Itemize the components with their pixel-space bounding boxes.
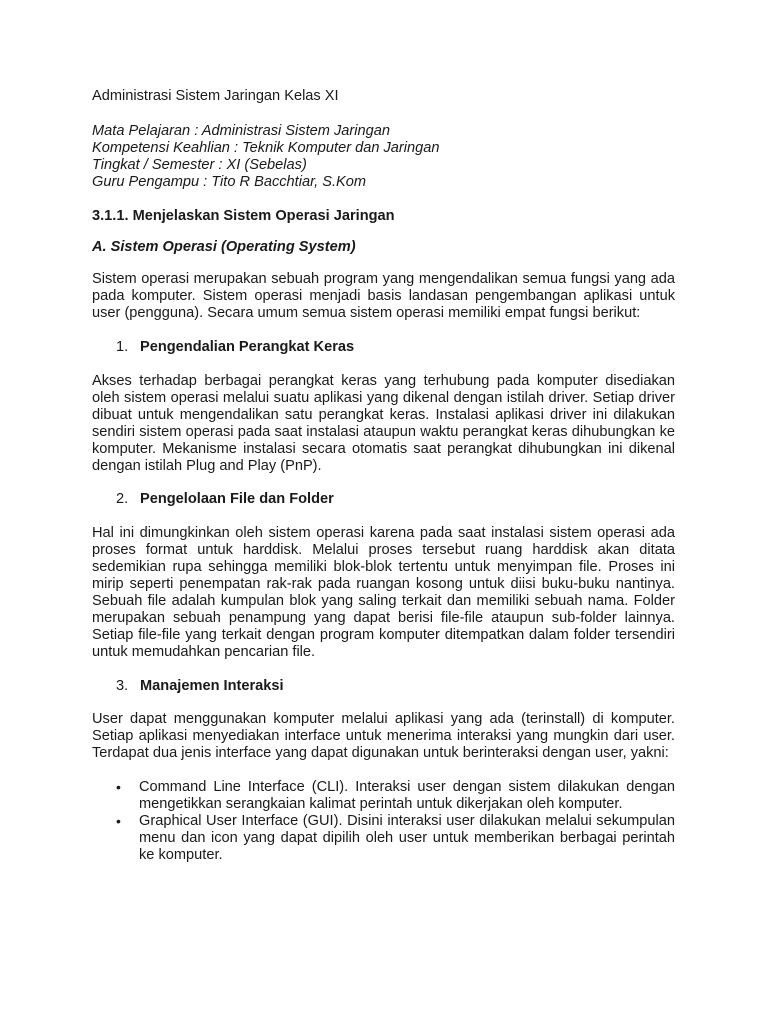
bullet-text: Command Line Interface (CLI). Interaksi user dengan sistem dilakukan dengan mengetikkan serangkaian kalimat perintah untuk dikerjakan oleh komputer.	[139, 779, 675, 813]
item-number: 3.	[116, 677, 129, 694]
meta-competency: Kompetensi Keahlian : Teknik Komputer dan Jaringan	[92, 139, 440, 156]
document-page	[92, 88, 675, 864]
item-body-3: User dapat menggunakan komputer melalui aplikasi yang ada (terinstall) di komputer. Setiap aplikasi menyediakan interface untuk menerima interaksi yang mungkin dari user. Terdapat dua jenis interface yang dapat digunakan untuk berinteraksi dengan user, yakni:	[92, 711, 675, 762]
item-heading-2	[92, 491, 675, 508]
item-heading-3	[92, 678, 675, 695]
meta-subject: Mata Pelajaran : Administrasi Sistem Jaringan	[92, 122, 390, 139]
item-number: 2.	[116, 491, 129, 508]
bullet-text: Graphical User Interface (GUI). Disini interaksi user dilakukan melalui sekumpulan menu dan icon yang dapat dipilih oleh user untuk memberikan berbagai perintah ke komputer.	[139, 813, 675, 863]
item-number: 1.	[116, 339, 129, 356]
interface-bullet-list	[92, 779, 675, 864]
item-heading-label: Pengelolaan File dan Folder	[140, 491, 334, 508]
item-body-1: Akses terhadap berbagai perangkat keras yang terhubung pada komputer disediakan oleh sistem operasi melalui suatu aplikasi yang dikenal dengan istilah driver. Setiap driver dibuat untuk mengendalikan satu perangkat keras. Instalasi aplikasi driver ini dilakukan sendiri sistem operasi pada saat instalasi ataupun waktu perangkat keras dihubungkan ke komputer. Mekanisme instalasi secara otomatis saat perangkat dihubungkan ini dikenal dengan istilah Plug and Play (PnP).	[92, 372, 675, 474]
meta-grade-semester: Tingkat / Semester : XI (Sebelas)	[92, 156, 307, 173]
list-item	[92, 779, 675, 813]
list-item	[92, 813, 675, 864]
item-body-2: Hal ini dimungkinkan oleh sistem operasi karena pada saat instalasi sistem operasi ada proses format untuk harddisk. Melalui proses tersebut ruang harddisk akan ditata sedemikian rupa sehingga memiliki blok-blok tertentu untuk menyimpan file. Proses ini mirip seperti penempatan rak-rak pada ruangan kosong untuk diisi buku-buku nantinya. Sebuah file adalah kumpulan blok yang saling terkait dan memiliki sebuah nama. Folder merupakan sebuah penampung yang dapat berisi file-file ataupun sub-folder lainnya. Setiap file-file yang terkait dengan program komputer ditempatkan dalam folder tersendiri untuk memudahkan pencarian file.	[92, 525, 675, 660]
document-title: Administrasi Sistem Jaringan Kelas XI	[92, 88, 339, 104]
item-heading-label: Manajemen Interaksi	[140, 677, 284, 694]
bullet-icon: •	[116, 813, 121, 829]
item-heading-1	[92, 339, 675, 356]
document-meta	[92, 123, 675, 191]
subsection-heading: A. Sistem Operasi (Operating System)	[92, 239, 356, 256]
meta-teacher: Guru Pengampu : Tito R Bacchtiar, S.Kom	[92, 173, 367, 190]
item-heading-label: Pengendalian Perangkat Keras	[140, 339, 355, 356]
bullet-icon: •	[116, 779, 121, 796]
intro-paragraph: Sistem operasi merupakan sebuah program yang mengendalikan semua fungsi yang ada pada komputer. Sistem operasi menjadi basis landasan pengembangan aplikasi untuk user (pengguna). Secara umum semua sistem operasi memiliki empat fungsi berikut:	[92, 271, 675, 322]
section-heading: 3.1.1. Menjelaskan Sistem Operasi Jaringan	[92, 207, 395, 224]
